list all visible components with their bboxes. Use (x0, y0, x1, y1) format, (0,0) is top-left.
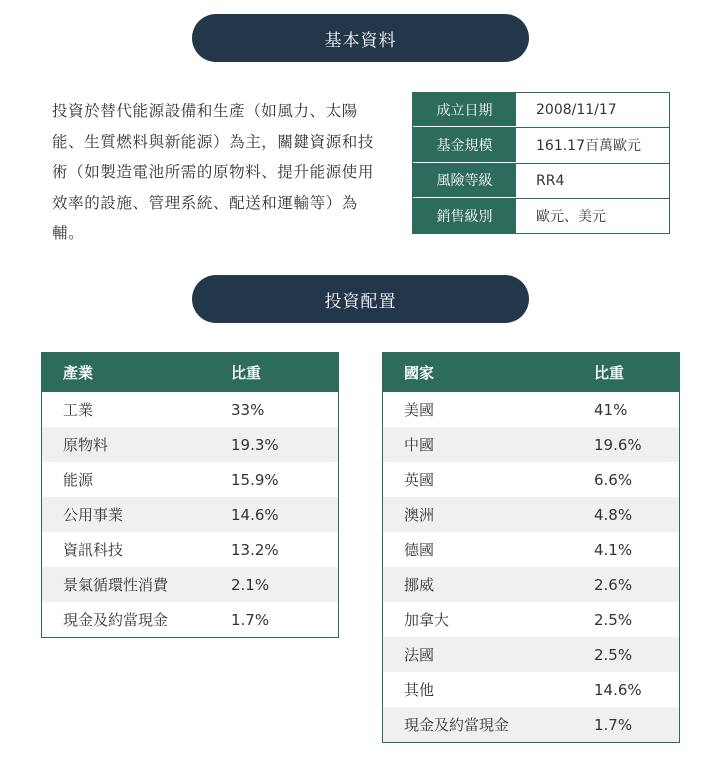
row-label: 公用事業 (63, 506, 124, 524)
info-row-risk (413, 164, 669, 199)
header-industry: 產業 (63, 364, 94, 382)
table-row (383, 707, 679, 742)
info-row-share-class (413, 199, 669, 234)
row-value: 1.7% (231, 610, 270, 629)
table-row (383, 497, 679, 532)
row-value: 15.9% (231, 470, 279, 489)
header-weight: 比重 (231, 364, 262, 382)
table-header (42, 353, 338, 392)
row-label: 德國 (404, 541, 435, 559)
table-header (383, 353, 679, 392)
row-value: 2.5% (594, 610, 633, 629)
row-label: 其他 (404, 681, 435, 699)
row-value: 14.6% (594, 680, 642, 699)
row-value: 4.8% (594, 505, 633, 524)
row-label: 能源 (63, 471, 94, 489)
info-key: 成立日期 (413, 93, 516, 127)
row-label: 美國 (404, 401, 435, 419)
info-value: 161.17百萬歐元 (536, 138, 641, 155)
row-label: 挪威 (404, 576, 435, 594)
info-row-inception (413, 93, 669, 128)
info-key: 風險等級 (413, 164, 516, 198)
table-row (383, 462, 679, 497)
row-label: 原物料 (63, 436, 109, 454)
row-value: 2.5% (594, 645, 633, 664)
row-label: 加拿大 (404, 611, 450, 629)
row-label: 現金及約當現金 (404, 716, 510, 734)
header-weight: 比重 (594, 364, 625, 382)
row-label: 景氣循環性消費 (63, 576, 169, 594)
row-value: 6.6% (594, 470, 633, 489)
table-row (42, 462, 338, 497)
country-allocation-table (382, 352, 680, 743)
row-value: 4.1% (594, 540, 633, 559)
info-value: RR4 (536, 172, 565, 189)
industry-allocation-table (41, 352, 339, 638)
row-value: 14.6% (231, 505, 279, 524)
info-value: 歐元、美元 (536, 209, 606, 226)
table-row (383, 567, 679, 602)
table-row (42, 567, 338, 602)
header-country: 國家 (404, 364, 435, 382)
row-label: 英國 (404, 471, 435, 489)
row-label: 工業 (63, 401, 94, 419)
row-value: 1.7% (594, 715, 633, 734)
info-row-size (413, 128, 669, 163)
row-label: 資訊科技 (63, 541, 124, 559)
table-row (42, 497, 338, 532)
row-value: 2.6% (594, 575, 633, 594)
table-row (42, 602, 338, 637)
row-label: 中國 (404, 436, 435, 454)
row-value: 19.3% (231, 435, 279, 454)
table-row (42, 392, 338, 427)
fund-description: 投資於替代能源設備和生產（如風力、太陽能、生質燃料與新能源）為主，關鍵資源和技術（如製造電池所需的原物料、提升能源使用效率的設施、管理系統、配送和運輸等）為輔。 (52, 102, 375, 242)
table-row (383, 637, 679, 672)
info-key: 銷售級別 (413, 199, 516, 234)
info-value: 2008/11/17 (536, 102, 617, 119)
table-row (42, 427, 338, 462)
row-label: 法國 (404, 646, 435, 664)
row-value: 2.1% (231, 575, 270, 594)
table-row (383, 602, 679, 637)
allocation-heading: 投資配置 (192, 275, 529, 323)
table-row (383, 672, 679, 707)
row-value: 41% (594, 400, 628, 419)
row-label: 現金及約當現金 (63, 611, 169, 629)
table-row (383, 392, 679, 427)
row-value: 19.6% (594, 435, 642, 454)
row-value: 33% (231, 400, 265, 419)
info-key: 基金規模 (413, 128, 516, 162)
basic-info-heading: 基本資料 (192, 14, 529, 62)
row-label: 澳洲 (404, 506, 435, 524)
fund-info-table (412, 92, 670, 234)
table-row (42, 532, 338, 567)
table-row (383, 532, 679, 567)
row-value: 13.2% (231, 540, 279, 559)
table-row (383, 427, 679, 462)
